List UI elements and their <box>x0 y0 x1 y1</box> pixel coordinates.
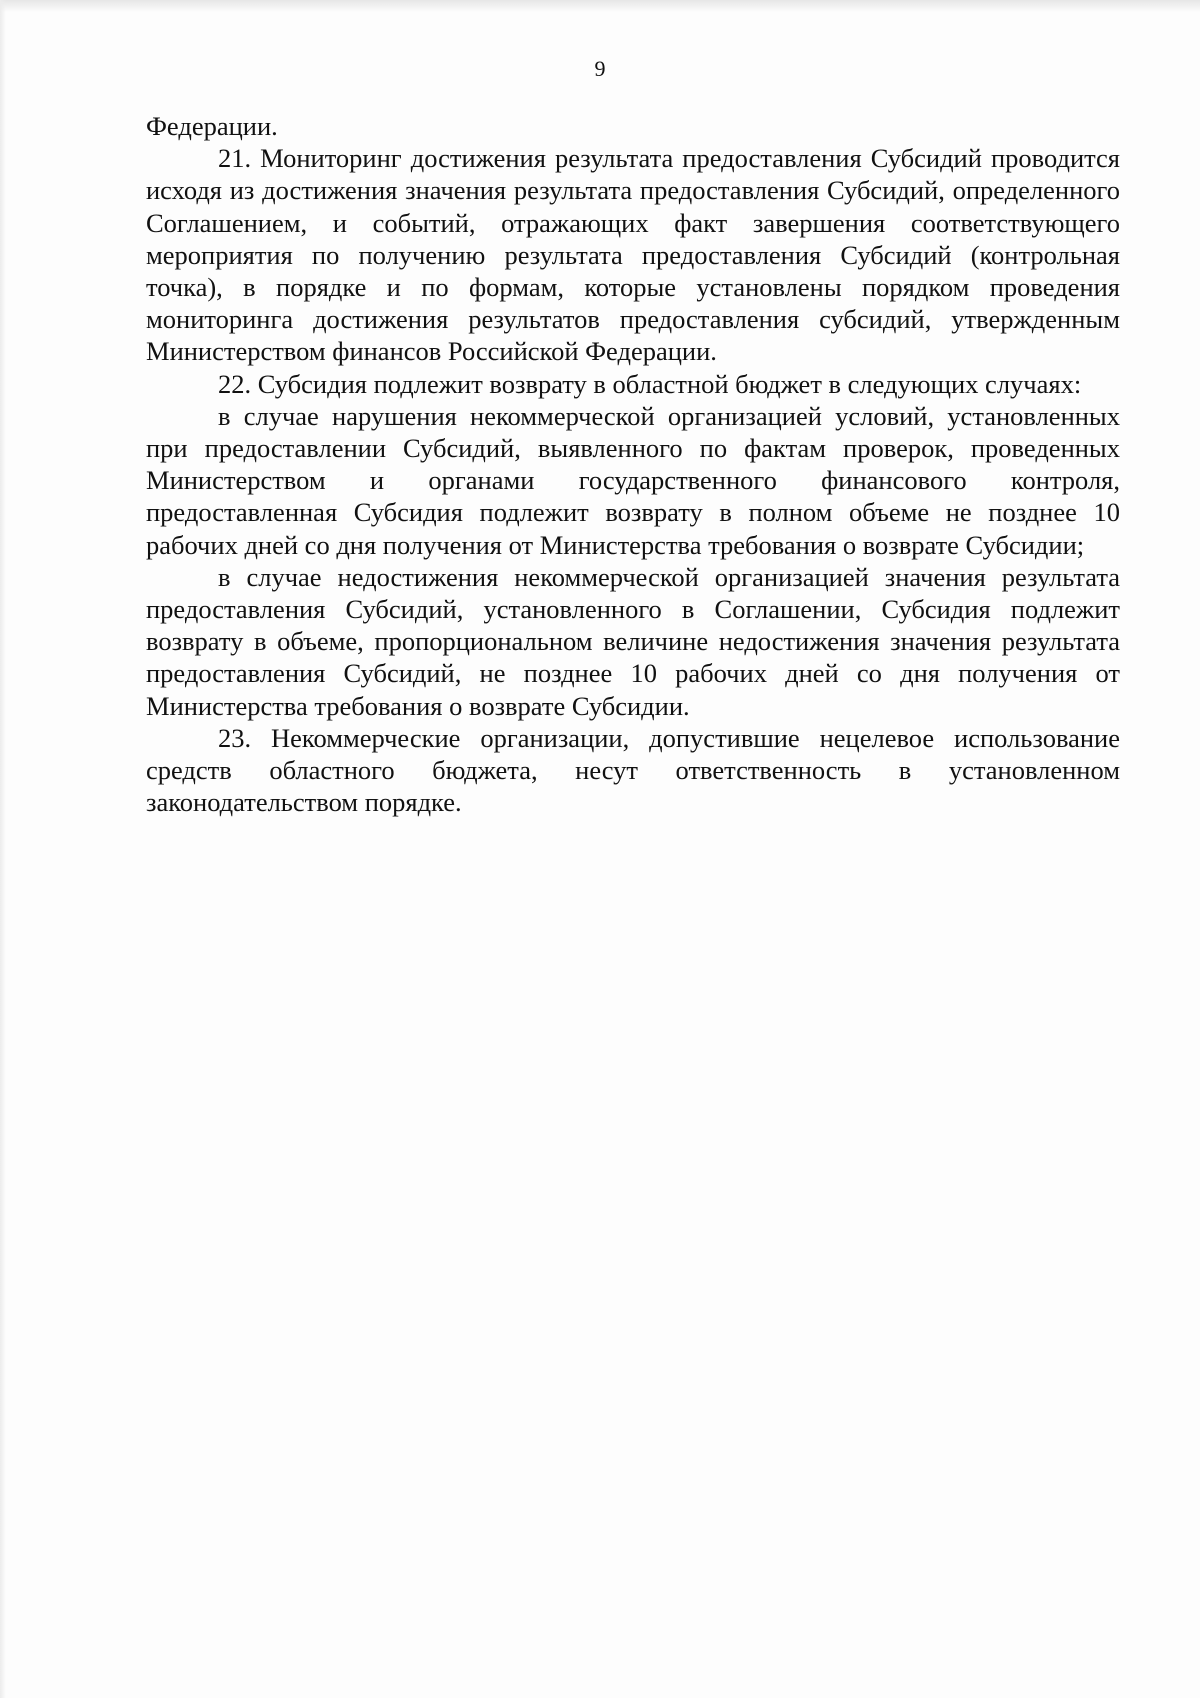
paragraph-22-case-violation: в случае нарушения некоммерческой организацией условий, установленных при предоставлении Субсидий, выявленного по фактам проверок, проведенных Министерством и органами государственного финансового контроля, предоставленная Субсидия подлежит возврату в полном объеме не позднее 10 рабочих дней со дня получения от Министерства требования о возврате Субсидии; <box>146 400 1120 560</box>
paragraph-22-case-nonachievement: в случае недостижения некоммерческой организацией значения результата предоставления Субсидий, установленного в Соглашении, Субсидия подлежит возврату в объеме, пропорциональном величине недостижения значения результата предоставления Субсидий, не позднее 10 рабочих дней со дня получения от Министерства требования о возврате Субсидии. <box>146 561 1120 721</box>
paragraph-21: 21. Мониторинг достижения результата предоставления Субсидий проводится исходя из достижения значения результата предоставления Субсидий, определенного Соглашением, и событий, отражающих факт завершения соответствующего мероприятия по получению результата предоставления Субсидий (контрольная точка), в порядке и по формам, которые установлены порядком проведения мониторинга достижения результатов предоставления субсидий, утвержденным Министерством финансов Российской Федерации. <box>146 143 1120 367</box>
page-number: 9 <box>594 56 606 81</box>
document-body <box>146 110 1120 818</box>
paragraph-continuation: Федерации. <box>146 111 278 141</box>
scan-edge-left <box>0 0 6 1698</box>
paragraph-23: 23. Некоммерческие организации, допустившие нецелевое использование средств областного бюджета, несут ответственность в установленном законодательством порядке. <box>146 722 1120 818</box>
paragraph-22: 22. Субсидия подлежит возврату в областной бюджет в следующих случаях: <box>218 368 1082 399</box>
scan-edge-top <box>0 0 1200 12</box>
